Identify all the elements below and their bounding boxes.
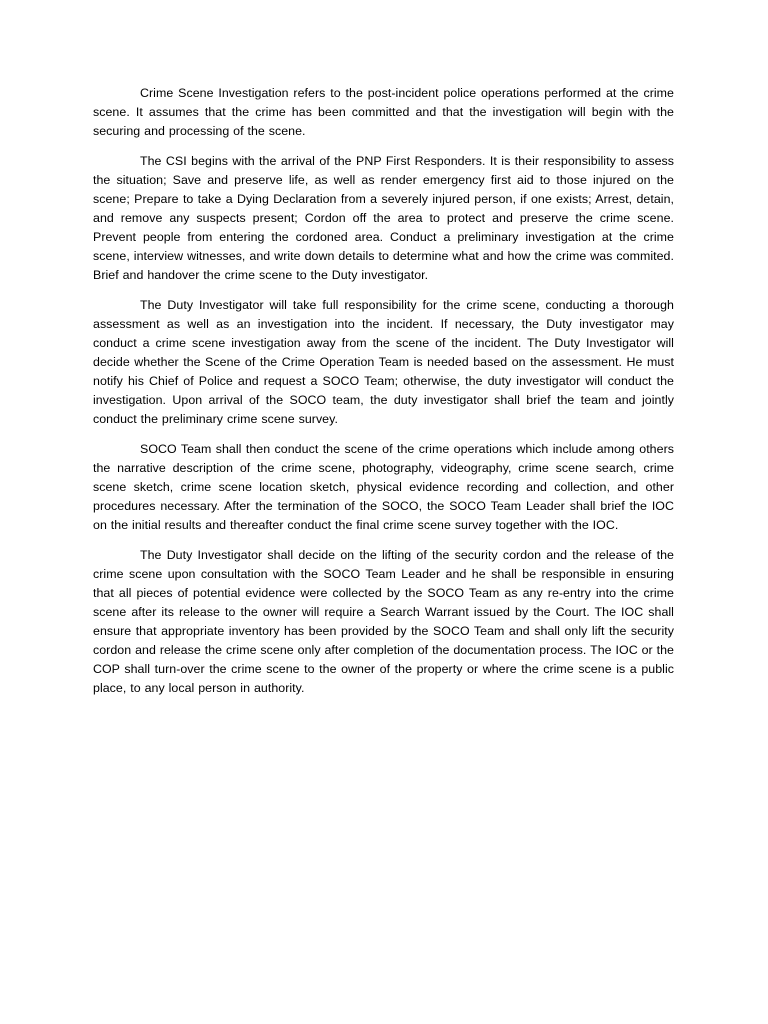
paragraph-4: SOCO Team shall then conduct the scene of the crime operations which include among others the narrative description of the crime scene, photography, videography, crime scene search, crime scene sketch, crime scene location sketch, physical evidence recording and collection, and other procedures necessary. After the termination of the SOCO, the SOCO Team Leader shall brief the IOC on the initial results and thereafter conduct the final crime scene survey together with the IOC. [93,442,674,532]
paragraph-2: The CSI begins with the arrival of the PNP First Responders. It is their responsibility to assess the situation; Save and preserve life, as well as render emergency first aid to those injured on the scene; Prepare to take a Dying Declaration from a severely injured person, if one exists; Arrest, detain, and remove any suspects present; Cordon off the area to protect and preserve the crime scene. Prevent people from entering the cordoned area. Conduct a preliminary investigation at the crime scene, interview witnesses, and write down details to determine what and how the crime was commited. Brief and handover the crime scene to the Duty investigator. [93,154,674,282]
document-body [93,84,674,709]
paragraph-1: Crime Scene Investigation refers to the post-incident police operations performed at the crime scene. It assumes that the crime has been committed and that the investigation will begin with the securing and processing of the scene. [93,86,674,138]
paragraph-5: The Duty Investigator shall decide on the lifting of the security cordon and the release of the crime scene upon consultation with the SOCO Team Leader and he shall be responsible in ensuring that all pieces of potential evidence were collected by the SOCO Team as any re-entry into the crime scene after its release to the owner will require a Search Warrant issued by the Court. The IOC shall ensure that appropriate inventory has been provided by the SOCO Team and shall only lift the security cordon and release the crime scene only after completion of the documentation process. The IOC or the COP shall turn-over the crime scene to the owner of the property or where the crime scene is a public place, to any local person in authority. [93,548,674,695]
paragraph-3: The Duty Investigator will take full responsibility for the crime scene, conducting a thorough assessment as well as an investigation into the incident. If necessary, the Duty investigator may conduct a crime scene investigation away from the scene of the incident. The Duty Investigator will decide whether the Scene of the Crime Operation Team is needed based on the assessment. He must notify his Chief of Police and request a SOCO Team; otherwise, the duty investigator will conduct the investigation. Upon arrival of the SOCO team, the duty investigator shall brief the team and jointly conduct the preliminary crime scene survey. [93,298,674,426]
